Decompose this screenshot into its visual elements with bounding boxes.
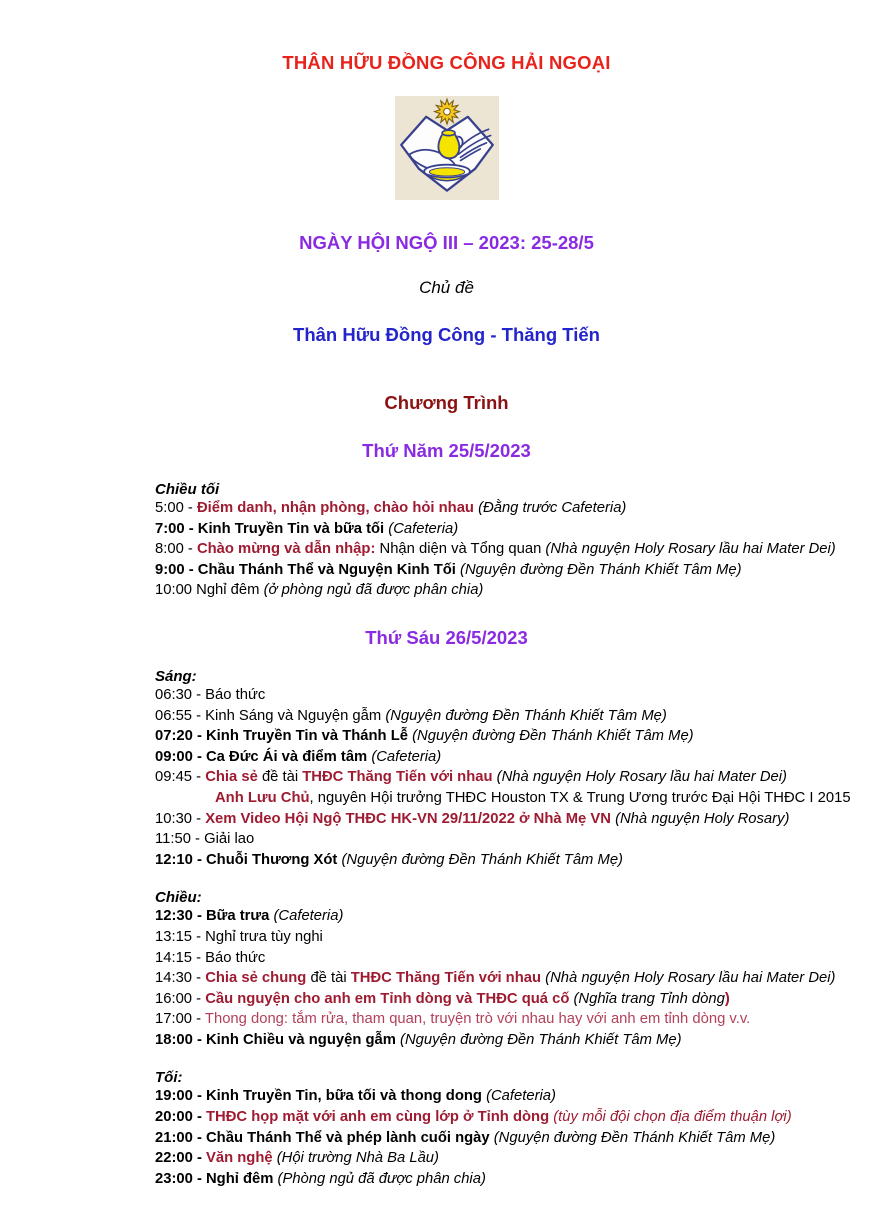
event-title: NGÀY HỘI NGỘ III – 2023: 25-28/5 (299, 232, 594, 253)
schedule-line (0, 580, 893, 601)
text-segment: Thong dong: tắm rửa, tham quan, truyện trò với nhau hay với anh em tỉnh dòng v.v. (204, 1011, 751, 1028)
text-segment: 14:30 - (155, 970, 206, 987)
text-segment: Chào mừng và dẫn nhập: (196, 541, 376, 558)
schedule-line (0, 1086, 893, 1107)
schedule-line (0, 519, 893, 540)
schedule-line (0, 850, 893, 871)
text-segment: Cầu nguyện cho anh em Tỉnh dòng và THĐC quá cố (205, 990, 570, 1007)
schedule-line (0, 498, 893, 519)
text-segment: 12:10 - Chuỗi Thương Xót (155, 851, 338, 868)
text-segment: 10:00 Nghỉ đêm (155, 582, 260, 599)
text-segment: 10:30 - (155, 810, 206, 827)
schedule-line (0, 1009, 893, 1030)
schedule-line (0, 1128, 893, 1149)
text-segment: 18:00 - Kinh Chiều và nguyện gẫm (155, 1031, 396, 1048)
text-segment: 21:00 - Chầu Thánh Thể và phép lành cuối ngày (155, 1129, 490, 1146)
text-segment: (Cafeteria) (384, 520, 459, 537)
text-segment: THĐC Thăng Tiến với nhau (302, 769, 493, 786)
text-segment: (Hội trường Nhà Ba Lầu) (272, 1150, 439, 1167)
schedule-line (0, 989, 893, 1010)
schedule-line (0, 788, 893, 809)
text-segment: 12:30 - Bữa trưa (155, 908, 270, 925)
text-segment: , nguyên Hội trưởng THĐC Houston TX & Trung Ương trước Đại Hội THĐC I 2015 (309, 789, 851, 806)
text-segment: (Nguyện đường Đền Thánh Khiết Tâm Mẹ) (381, 707, 667, 724)
text-segment: 7:00 - Kinh Truyền Tin và bữa tối (155, 520, 385, 537)
schedule (0, 440, 893, 1189)
schedule-line (0, 968, 893, 989)
text-segment: 19:00 - Kinh Truyền Tin, bữa tối và thong dong (155, 1088, 482, 1105)
text-segment: (Nhà nguyện Holy Rosary lầu hai Mater Dei) (492, 769, 787, 786)
schedule-line (0, 948, 893, 969)
text-segment: (Nghĩa trang Tỉnh dòng (569, 990, 725, 1007)
schedule-line (0, 927, 893, 948)
section-label: Tối: (155, 1069, 183, 1087)
schedule-line (0, 560, 893, 581)
schedule-line (0, 809, 893, 830)
text-segment: đề tài (257, 769, 303, 786)
text-segment: (Đằng trước Cafeteria) (473, 500, 627, 516)
text-segment: Chia sẻ chung (205, 970, 307, 987)
section-label: Sáng: (155, 667, 197, 685)
text-segment: (Nguyện đường Đền Thánh Khiết Tâm Mẹ) (407, 728, 694, 745)
text-segment: Chia sẻ (205, 769, 258, 786)
text-segment: (Nguyện đường Đền Thánh Khiết Tâm Mẹ) (489, 1129, 776, 1146)
text-segment: (Nguyện đường Đền Thánh Khiết Tâm Mẹ) (455, 561, 742, 578)
text-segment: THĐC Thăng Tiến với nhau (350, 970, 542, 987)
schedule-line (0, 906, 893, 927)
section-label: Chiều: (155, 889, 202, 907)
text-segment: 09:45 - (155, 769, 206, 786)
schedule-line (0, 706, 893, 727)
text-segment: (Cafeteria) (269, 908, 344, 925)
schedule-line (0, 685, 893, 706)
text-segment: 16:00 - (155, 990, 206, 1007)
text-segment: 17:00 - (155, 1011, 205, 1028)
congregation-logo (393, 96, 501, 200)
text-segment: 5:00 - (155, 500, 197, 516)
text-segment: (Nhà nguyện Holy Rosary) (610, 810, 790, 827)
text-segment: 8:00 - (155, 541, 197, 558)
text-segment: 20:00 - (155, 1109, 206, 1126)
text-segment: (Phòng ngủ đã được phân chia) (273, 1170, 486, 1187)
text-segment: Xem Video Hội Ngộ THĐC HK-VN 29/11/2022 ở Nhà Mẹ VN (205, 810, 611, 827)
text-segment: Văn nghệ (206, 1150, 273, 1167)
schedule-line (0, 829, 893, 850)
text-segment: ) (724, 990, 730, 1007)
org-title: THÂN HỮU ĐỒNG CÔNG HẢI NGOẠI (282, 52, 611, 73)
text-segment: (Nhà nguyện Holy Rosary lầu hai Mater Dei) (541, 541, 836, 558)
day-heading: Thứ Sáu 26/5/2023 (365, 626, 528, 648)
text-segment: (Nguyện đường Đền Thánh Khiết Tâm Mẹ) (337, 851, 623, 868)
text-segment: 22:00 - (155, 1150, 206, 1167)
text-segment: (Cafeteria) (481, 1088, 556, 1105)
schedule-line (0, 767, 893, 788)
document-page (0, 52, 893, 1207)
text-segment: Điểm danh, nhận phòng, chào hỏi nhau (196, 500, 474, 516)
text-segment: 09:00 - Ca Đức Ái và điểm tâm (155, 748, 368, 765)
text-segment: 14:15 - Báo thức (155, 949, 266, 966)
text-segment: (ở phòng ngủ đã được phân chia) (259, 582, 484, 599)
text-segment: đề tài (306, 970, 351, 987)
schedule-line (0, 726, 893, 747)
text-segment: 23:00 - Nghỉ đêm (155, 1170, 274, 1187)
theme-label: Chủ đề (419, 278, 474, 297)
schedule-line (0, 1107, 893, 1128)
section-label: Chiều tối (155, 481, 220, 498)
text-segment: Nhận diện và Tổng quan (375, 541, 542, 558)
day-heading: Thứ Năm 25/5/2023 (362, 440, 531, 461)
text-segment: 06:55 - Kinh Sáng và Nguyện gẫm (155, 707, 382, 724)
text-segment: 07:20 - Kinh Truyền Tin và Thánh Lễ (155, 728, 408, 745)
text-segment: (Cafeteria) (367, 748, 442, 765)
text-segment: (Nhà nguyện Holy Rosary lầu hai Mater Dei) (541, 970, 836, 987)
schedule-line (0, 1148, 893, 1169)
program-title: Chương Trình (384, 392, 509, 413)
text-segment: THĐC họp mặt với anh em cùng lớp ở Tỉnh dòng (206, 1109, 550, 1126)
schedule-line (0, 1169, 893, 1190)
text-segment: 9:00 - Chầu Thánh Thể và Nguyện Kinh Tối (155, 561, 456, 578)
text-segment: Anh Lưu Chủ (215, 789, 310, 806)
schedule-line (0, 747, 893, 768)
text-segment: 13:15 - Nghỉ trưa tùy nghi (155, 928, 323, 945)
text-segment: 06:30 - Báo thức (155, 686, 266, 703)
text-segment: 11:50 - Giải lao (155, 831, 255, 848)
text-segment: (tùy mỗi đội chọn địa điểm thuận lợi) (549, 1109, 792, 1126)
sun-center (443, 108, 450, 115)
text-segment: (Nguyện đường Đền Thánh Khiết Tâm Mẹ) (395, 1031, 682, 1048)
schedule-line (0, 1030, 893, 1051)
theme-title: Thân Hữu Đồng Công - Thăng Tiến (293, 324, 600, 345)
schedule-line (0, 539, 893, 560)
